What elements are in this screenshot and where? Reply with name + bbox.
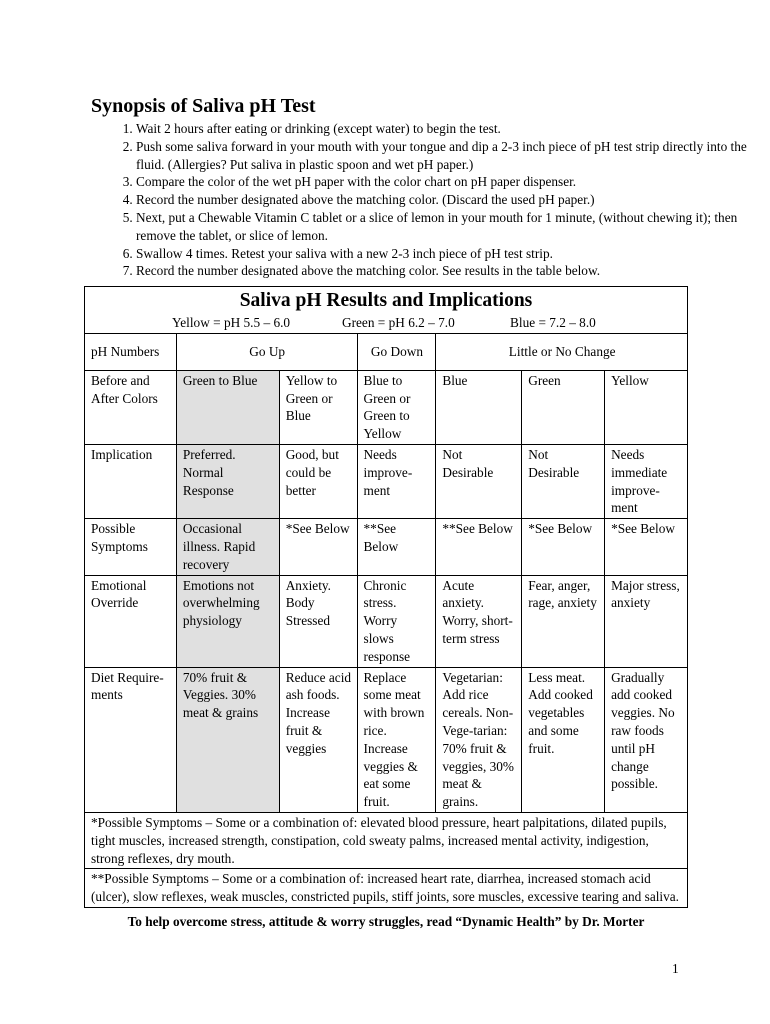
header-go-down: Go Down bbox=[357, 334, 436, 371]
table-header-row bbox=[85, 334, 688, 371]
legend-blue: Blue = 7.2 – 8.0 bbox=[510, 315, 596, 330]
table-cell: Yellow to Green or Blue bbox=[279, 370, 357, 444]
table-cell: 70% fruit & Veggies. 30% meat & grains bbox=[176, 667, 279, 812]
step-item: 1. Wait 2 hours after eating or drinking (except water) to begin the test. bbox=[136, 120, 756, 138]
steps-list bbox=[91, 120, 756, 280]
header-go-up: Go Up bbox=[176, 334, 357, 371]
table-cell: *See Below bbox=[605, 519, 688, 575]
table-row bbox=[85, 444, 688, 518]
row-label: Implication bbox=[85, 444, 177, 518]
table-cell: Blue to Green or Green to Yellow bbox=[357, 370, 436, 444]
notes-row bbox=[85, 869, 688, 908]
table-cell: Good, but could be better bbox=[279, 444, 357, 518]
table-cell: Yellow bbox=[605, 370, 688, 444]
legend-yellow: Yellow = pH 5.5 – 6.0 bbox=[172, 315, 291, 330]
table-cell: Reduce acid ash foods. Increase fruit & veggies bbox=[279, 667, 357, 812]
table-cell: Anxiety. Body Stressed bbox=[279, 575, 357, 667]
page-title: Synopsis of Saliva pH Test bbox=[91, 95, 316, 117]
header-little-change: Little or No Change bbox=[436, 334, 688, 371]
table-cell: Blue bbox=[436, 370, 522, 444]
table-title: Saliva pH Results and Implications bbox=[239, 290, 533, 311]
table-cell: **See Below bbox=[357, 519, 436, 575]
table-cell: Needs immediate improve-ment bbox=[605, 444, 688, 518]
table-cell: Preferred. Normal Response bbox=[176, 444, 279, 518]
row-label: Emotional Override bbox=[85, 575, 177, 667]
step-item: 4. Record the number designated above the matching color. (Discard the used pH paper.) bbox=[136, 191, 756, 209]
step-item: 5. Next, put a Chewable Vitamin C tablet or a slice of lemon in your mouth for 1 minute, (without chewing it); then remove the tablet, or slice of lemon. bbox=[136, 209, 756, 245]
legend-green: Green = pH 6.2 – 7.0 bbox=[342, 315, 455, 330]
header-ph-numbers: pH Numbers bbox=[85, 334, 177, 371]
table-cell: Vegetarian: Add rice cereals. Non-Vege-tarian: 70% fruit & veggies, 30% meat & grains. bbox=[436, 667, 522, 812]
table-cell: Acute anxiety. Worry, short-term stress bbox=[436, 575, 522, 667]
step-item: 7. Record the number designated above the matching color. See results in the table below. bbox=[136, 262, 756, 280]
row-label: Possible Symptoms bbox=[85, 519, 177, 575]
table-row bbox=[85, 370, 688, 444]
table-caption bbox=[85, 287, 688, 334]
symptoms-note-single: *Possible Symptoms – Some or a combination of: elevated blood pressure, heart palpitations, dilated pupils, tight muscles, increased strength, constipation, cold sweaty palms, increased mental activity, indigestion, strong reflexes, dry mouth. bbox=[85, 812, 688, 868]
step-item: 6. Swallow 4 times. Retest your saliva with a new 2-3 inch piece of pH test strip. bbox=[136, 245, 756, 263]
table-cell: Needs improve-ment bbox=[357, 444, 436, 518]
table-cell: *See Below bbox=[522, 519, 605, 575]
table-cell: Less meat. Add cooked vegetables and some fruit. bbox=[522, 667, 605, 812]
table-cell: Emotions not overwhelming physiology bbox=[176, 575, 279, 667]
table-cell: Gradually add cooked veggies. No raw foods until pH change possible. bbox=[605, 667, 688, 812]
table-cell: Chronic stress. Worry slows response bbox=[357, 575, 436, 667]
table-cell: Major stress, anxiety bbox=[605, 575, 688, 667]
step-item: 2. Push some saliva forward in your mouth with your tongue and dip a 2-3 inch piece of pH test strip directly into the fluid. (Allergies? Put saliva in plastic spoon and wet pH paper.) bbox=[136, 138, 756, 174]
table-cell: Fear, anger, rage, anxiety bbox=[522, 575, 605, 667]
row-label: Diet Require-ments bbox=[85, 667, 177, 812]
table-cell: Not Desirable bbox=[522, 444, 605, 518]
table-cell: Replace some meat with brown rice. Increase veggies & eat some fruit. bbox=[357, 667, 436, 812]
table-cell: Green to Blue bbox=[176, 370, 279, 444]
table-row bbox=[85, 519, 688, 575]
table-cell: **See Below bbox=[436, 519, 522, 575]
notes-row bbox=[85, 812, 688, 868]
page-number: 1 bbox=[672, 961, 679, 976]
footer-recommendation: To help overcome stress, attitude & worry struggles, read “Dynamic Health” by Dr. Morter bbox=[127, 914, 645, 929]
table-row bbox=[85, 667, 688, 812]
color-legend bbox=[85, 314, 687, 331]
symptoms-note-double: **Possible Symptoms – Some or a combination of: increased heart rate, diarrhea, increased stomach acid (ulcer), slow reflexes, weak muscles, constricted pupils, stiff joints, sore muscles, excessive tearing and saliva. bbox=[85, 869, 688, 908]
results-table bbox=[84, 286, 688, 908]
table-cell: Green bbox=[522, 370, 605, 444]
table-cell: Not Desirable bbox=[436, 444, 522, 518]
step-item: 3. Compare the color of the wet pH paper with the color chart on pH paper dispenser. bbox=[136, 173, 756, 191]
table-cell: *See Below bbox=[279, 519, 357, 575]
table-row bbox=[85, 575, 688, 667]
row-label: Before and After Colors bbox=[85, 370, 177, 444]
table-cell: Occasional illness. Rapid recovery bbox=[176, 519, 279, 575]
